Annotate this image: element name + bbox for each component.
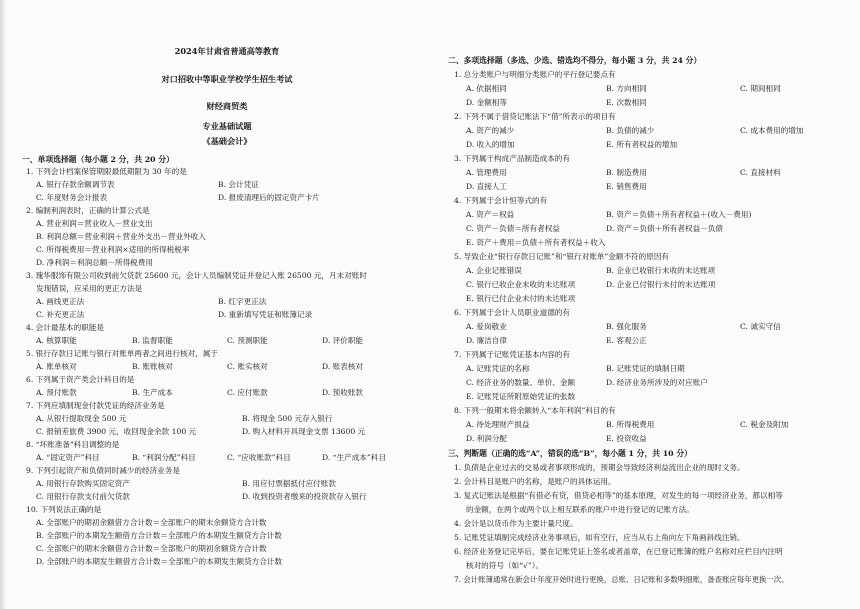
option-b: B. “利润分配”科目 [132, 453, 196, 462]
option-c: C. 直接材料 [740, 168, 781, 177]
option-d: D. 收到投资者缴来的投资款存入银行 [242, 492, 367, 501]
judgement-item: 7. 会计账簿通常在新会计年度开始时进行更换，总账、日记账和多数明细账，备查账应每年更换一次。 [454, 575, 789, 584]
option-a: A. 管理费用 [466, 168, 507, 177]
judgement-item: 5. 记账凭证填制完成经济业务事项后，如有空行，应当从右上角向左下角画斜线注销。 [454, 533, 745, 542]
option-e: E. 客观公正 [606, 336, 647, 345]
option-a: A. 预付账款 [36, 388, 77, 397]
option-a: A. 爱岗敬业 [466, 322, 507, 331]
judgement-item-cont: 核对的符号（如“√”）。 [466, 561, 544, 570]
question-stem: 2. 编制利润表时，正确的计算公式是 [26, 206, 150, 215]
option-a: A. 账单核对 [36, 362, 77, 371]
option-c: C. 应付账款 [227, 388, 268, 397]
option-d: D. 企业已付银行未付的未达账项 [606, 280, 716, 289]
option-d: D. 报废清理后的固定资产卡片 [218, 193, 320, 202]
question-stem: 4. 下列属于会计恒等式的有 [454, 196, 548, 205]
option-b: B. 将现金 500 元存入银行 [242, 414, 333, 423]
question-stem: 7. 下列属于记账凭证基本内容的有 [454, 350, 570, 359]
option-e: E. 记账凭证所附原始凭证的张数 [466, 392, 576, 401]
section2-title: 二、多项选择题（多选、少选、错选均不得分，每小题 3 分，共 24 分） [448, 56, 702, 65]
option-c: C. 期间相同 [740, 84, 781, 93]
judgement-item: 6. 经济业务登记完毕后，要在记账凭证上签名或者盖章，在已登记账簿的账户名称对应栏目内注明 [454, 547, 783, 556]
option-c: C. 补充更正法 [36, 310, 85, 319]
option-c: C. 所得税费用＝营业利润×适用的所得税税率 [36, 245, 190, 254]
section1-title: 一、单项选择题（每小题 2 分，共 20 分） [22, 155, 174, 164]
option-e: E. 银行已付企业未付的未达账项 [466, 294, 576, 303]
option-a: A. 记账凭证的名称 [466, 364, 530, 373]
question-stem: 7. 下列应填制现金付款凭证的经济业务是 [26, 401, 165, 410]
option-e: E. 投资收益 [606, 434, 647, 443]
option-a: A. 营业利润＝营业收入－营业支出 [36, 219, 153, 228]
option-a: A. 银行存款余额调节表 [36, 180, 115, 189]
option-d: D. 利润分配 [466, 434, 508, 443]
option-a: A. 画线更正法 [36, 297, 85, 306]
question-stem: 2. 下列不属于借贷记账法下“借”所表示的项目有 [454, 112, 616, 121]
option-a: A. 待处理财产损益 [466, 420, 530, 429]
option-b: B. 用应付票据抵付应付账款 [242, 479, 336, 488]
judgement-item: 4. 会计是以货币作为主要计量尺度。 [454, 519, 578, 528]
option-e: E. 所有者权益的增加 [606, 140, 678, 149]
option-a: A. 资产的减少 [466, 126, 515, 135]
option-b: B. 全部账户的本期发生额借方合计数＝全部账户的本期发生额贷方合计数 [36, 531, 282, 540]
question-stem: 5. 导致企业“银行存款日记账”和“银行对账单”金额不符的原因有 [454, 252, 670, 261]
scan-edge [0, 0, 6, 609]
right-column [448, 0, 858, 609]
question-stem: 6. 下列属于会计人员职业道德的有 [454, 308, 570, 317]
option-b: B. 监督职能 [132, 336, 173, 345]
section3-title: 三、判断题（正确的选“A”，错误的选“B”，每小题 1 分，共 10 分） [448, 449, 692, 458]
option-c: C. “应收账款”科目 [227, 453, 291, 462]
option-c: C. 全部账户的期末余额借方合计数＝全部账户的期初余额贷方合计数 [36, 544, 267, 553]
option-c: C. 成本费用的增加 [740, 126, 804, 135]
question-stem: 9. 下列引起资产和负债同时减少的经济业务是 [26, 466, 180, 475]
option-b: B. 红字更正法 [218, 297, 267, 306]
question-stem: 6. 下列属于资产类会计科目的是 [26, 375, 135, 384]
paper-title: 专业基础试题 [202, 121, 252, 131]
question-stem: 1. 下列会计档案保管期限最低期限为 30 年的是 [26, 167, 187, 176]
option-a: A. “固定资产”科目 [36, 453, 100, 462]
option-c: C. 资产－负债＝所有者权益 [466, 224, 560, 233]
judgement-item-cont: 的金额，在两个或两个以上相互联系的账户中进行登记的记账方法。 [466, 505, 694, 514]
question-stem: 3. 瑰华服饰有限公司收到前欠货款 25600 元，会计人员编制凭证并登记入账 26500 元，月末对账时 [26, 271, 367, 280]
option-b: B. 制造费用 [606, 168, 647, 177]
option-b: B. 记账凭证的填制日期 [606, 364, 685, 373]
question-stem: 5. 银行存款日记账与银行对账单两者之间进行核对，属于 [26, 349, 218, 358]
option-e: E. 销售费用 [606, 182, 647, 191]
option-d: D. 全部账户的本期发生额借方合计数＝全部账户的本期发生额贷方合计数 [36, 557, 283, 566]
option-c: C. 银行已收企业未收的未达账项 [466, 280, 576, 289]
question-stem: 10. 下列说法正确的是 [26, 505, 102, 514]
option-a: A. 资产＝权益 [466, 210, 515, 219]
option-a: A. 核算职能 [36, 336, 77, 345]
judgement-item: 2. 会计科目是账户的名称，是账户的具体运用。 [454, 477, 616, 486]
option-e: E. 次数相同 [606, 98, 647, 107]
option-a: A. 用银行存款购买固定资产 [36, 479, 130, 488]
option-d: D. 购入材料开具现金支票 13600 元 [242, 427, 366, 436]
option-b: B. 所得税费用 [606, 420, 655, 429]
option-a: A. 全部账户的期初余额借方合计数＝全部账户的期末余额贷方合计数 [36, 518, 267, 527]
option-c: C. 用银行存款支付前欠货款 [36, 492, 130, 501]
option-e: E. 资产＋费用＝负债＋所有者权益＋收入 [466, 238, 606, 247]
option-c: C. 诚实守信 [740, 322, 781, 331]
option-b: B. 会计凭证 [218, 180, 259, 189]
left-column [22, 0, 442, 609]
exam-category: 财经商贸类 [206, 101, 248, 111]
question-stem: 1. 总分类账户与明细分类账户的平行登记要点有 [454, 70, 616, 79]
option-d: D. 金额相等 [466, 98, 508, 107]
option-d: D. 评价职能 [322, 336, 364, 345]
question-stem: 8. “坏账准备”科目调整的是 [26, 440, 120, 449]
option-b: B. 强化服务 [606, 322, 647, 331]
option-b: B. 方向相同 [606, 84, 647, 93]
option-b: B. 负债的减少 [606, 126, 655, 135]
option-d: D. 预收账款 [322, 388, 364, 397]
option-c: C. 经济业务的数量、单价、金额 [466, 378, 576, 387]
option-d: D. “生产成本”科目 [322, 453, 386, 462]
option-d: D. 经济业务所涉及的对应账户 [606, 378, 708, 387]
exam-title-line2: 对口招收中等职业学校学生招生考试 [161, 74, 293, 84]
option-d: D. 直接人工 [466, 182, 508, 191]
option-d: D. 资产＝负债＋所有者权益－负债 [606, 224, 723, 233]
question-stem: 8. 下列一般期末将余额转入“本年利润”科目的有 [454, 406, 616, 415]
option-b: B. 资产＝负债＋所有者权益＋(收入－费用) [606, 210, 752, 219]
option-c: C. 预测职能 [227, 336, 268, 345]
option-d: D. 重新填写凭证和账簿记录 [218, 310, 313, 319]
exam-title-line1: 2024年甘肃省普通高等教育 [174, 46, 280, 56]
question-stem: 4. 会计最基本的职能是 [26, 323, 105, 332]
judgement-item: 3. 复式记账法是根据“有借必有贷，借贷必相等”的基本原理，对发生的每一项经济业务，都以相等 [454, 491, 783, 500]
question-stem-cont: 发现错误，应采用的更正方法是 [36, 284, 143, 293]
option-c: C. 报销差旅费 3900 元，收回现金余款 100 元 [36, 427, 197, 436]
subject-title: 《基础会计》 [202, 136, 252, 146]
option-a: A. 企业记账错误 [466, 266, 522, 275]
option-d: D. 账表核对 [322, 362, 364, 371]
option-d: D. 收入的增加 [466, 140, 515, 149]
option-b: B. 生产成本 [132, 388, 173, 397]
option-c: C. 账实核对 [227, 362, 268, 371]
judgement-item: 1. 负债是企业过去的交易或者事项形成的，预期会导致经济利益流出企业的现时义务。 [454, 463, 745, 472]
option-c: C. 税金及附加 [740, 420, 789, 429]
option-a: A. 依据相同 [466, 84, 507, 93]
option-b: B. 利润总额＝营业利润＋营业外支出－营业外收入 [36, 232, 206, 241]
option-b: B. 账账核对 [132, 362, 173, 371]
question-stem: 3. 下列属于构成产品制造成本的有 [454, 154, 570, 163]
option-d: D. 净利润＝利润总额－所得税费用 [36, 258, 153, 267]
option-b: B. 企业已收银行未收的未达账项 [606, 266, 716, 275]
option-c: C. 年度财务会计报表 [36, 193, 108, 202]
option-d: D. 廉洁自律 [466, 336, 508, 345]
option-a: A. 从银行提取现金 500 元 [36, 414, 127, 423]
